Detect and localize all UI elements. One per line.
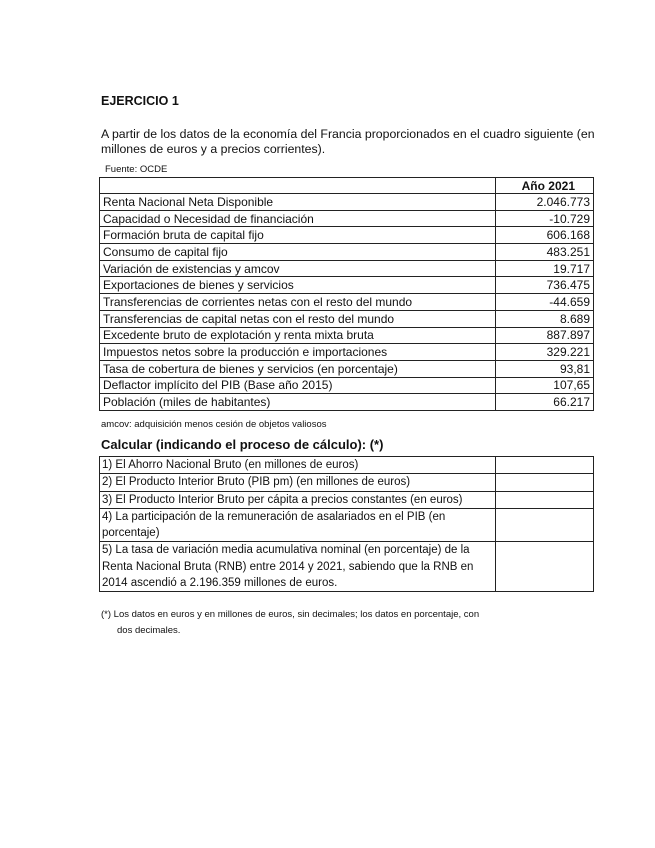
row-label: Excedente bruto de explotación y renta mixta bruta: [100, 327, 496, 344]
row-value: 66.217: [496, 394, 594, 411]
questions-table: [99, 456, 594, 592]
row-value: 8.689: [496, 310, 594, 327]
row-value: 887.897: [496, 327, 594, 344]
table-row: [100, 210, 594, 227]
answer-cell[interactable]: [496, 508, 594, 542]
intro-paragraph: A partir de los datos de la economía del Francia proporcionados en el cuadro siguiente (en millones de euros y a precios corrientes).: [101, 127, 595, 156]
row-label: Exportaciones de bienes y servicios: [100, 277, 496, 294]
answer-cell[interactable]: [496, 457, 594, 474]
table-header-row: [100, 178, 594, 194]
row-value: 606.168: [496, 227, 594, 244]
answer-cell[interactable]: [496, 474, 594, 491]
table-row: [100, 310, 594, 327]
table-row: [100, 360, 594, 377]
question-row: [100, 474, 594, 491]
footnote-line-1: (*) Los datos en euros y en millones de euros, sin decimales; los datos en porcentaje, con: [101, 609, 480, 620]
question-text: 5) La tasa de variación media acumulativa nominal (en porcentaje) de la Renta Nacional Bruta (RNB) entre 2014 y 2021, sabiendo que la RNB en 2014 ascendió a 2.196.359 millones de euros.: [100, 542, 496, 592]
footnote-line-2: dos decimales.: [117, 625, 181, 636]
amcov-note: amcov: adquisición menos cesión de objetos valiosos: [101, 419, 327, 430]
exercise-title: EJERCICIO 1: [101, 94, 179, 108]
row-label: Variación de existencias y amcov: [100, 260, 496, 277]
question-text: 2) El Producto Interior Bruto (PIB pm) (en millones de euros): [100, 474, 496, 491]
row-value: 2.046.773: [496, 194, 594, 211]
row-value: -44.659: [496, 294, 594, 311]
question-row: [100, 491, 594, 508]
row-label: Capacidad o Necesidad de financiación: [100, 210, 496, 227]
table-row: [100, 194, 594, 211]
row-label: Deflactor implícito del PIB (Base año 2015): [100, 377, 496, 394]
table-row: [100, 327, 594, 344]
table-row: [100, 294, 594, 311]
table-row: [100, 227, 594, 244]
answer-cell[interactable]: [496, 542, 594, 592]
table-row: [100, 260, 594, 277]
row-label: Población (miles de habitantes): [100, 394, 496, 411]
table-row: [100, 277, 594, 294]
row-value: 107,65: [496, 377, 594, 394]
question-text: 1) El Ahorro Nacional Bruto (en millones de euros): [100, 457, 496, 474]
row-label: Impuestos netos sobre la producción e importaciones: [100, 344, 496, 361]
row-label: Formación bruta de capital fijo: [100, 227, 496, 244]
row-value: 19.717: [496, 260, 594, 277]
row-value: 736.475: [496, 277, 594, 294]
row-label: Transferencias de capital netas con el resto del mundo: [100, 310, 496, 327]
table-row: [100, 377, 594, 394]
row-value: -10.729: [496, 210, 594, 227]
row-label: Consumo de capital fijo: [100, 244, 496, 261]
calc-heading: Calcular (indicando el proceso de cálculo): (*): [101, 437, 384, 452]
header-blank-cell: [100, 178, 496, 194]
table-row: [100, 344, 594, 361]
row-label: Tasa de cobertura de bienes y servicios (en porcentaje): [100, 360, 496, 377]
row-value: 93,81: [496, 360, 594, 377]
question-row: [100, 542, 594, 592]
table-row: [100, 394, 594, 411]
row-value: 483.251: [496, 244, 594, 261]
row-label: Transferencias de corrientes netas con el resto del mundo: [100, 294, 496, 311]
year-header: Año 2021: [496, 178, 594, 194]
answer-cell[interactable]: [496, 491, 594, 508]
table-row: [100, 244, 594, 261]
question-row: [100, 457, 594, 474]
row-label: Renta Nacional Neta Disponible: [100, 194, 496, 211]
source-label: Fuente: OCDE: [105, 164, 168, 175]
economic-data-table: [99, 177, 594, 411]
question-text: 3) El Producto Interior Bruto per cápita a precios constantes (en euros): [100, 491, 496, 508]
row-value: 329.221: [496, 344, 594, 361]
question-row: [100, 508, 594, 542]
question-text: 4) La participación de la remuneración de asalariados en el PIB (en porcentaje): [100, 508, 496, 542]
footnote: [101, 607, 571, 639]
